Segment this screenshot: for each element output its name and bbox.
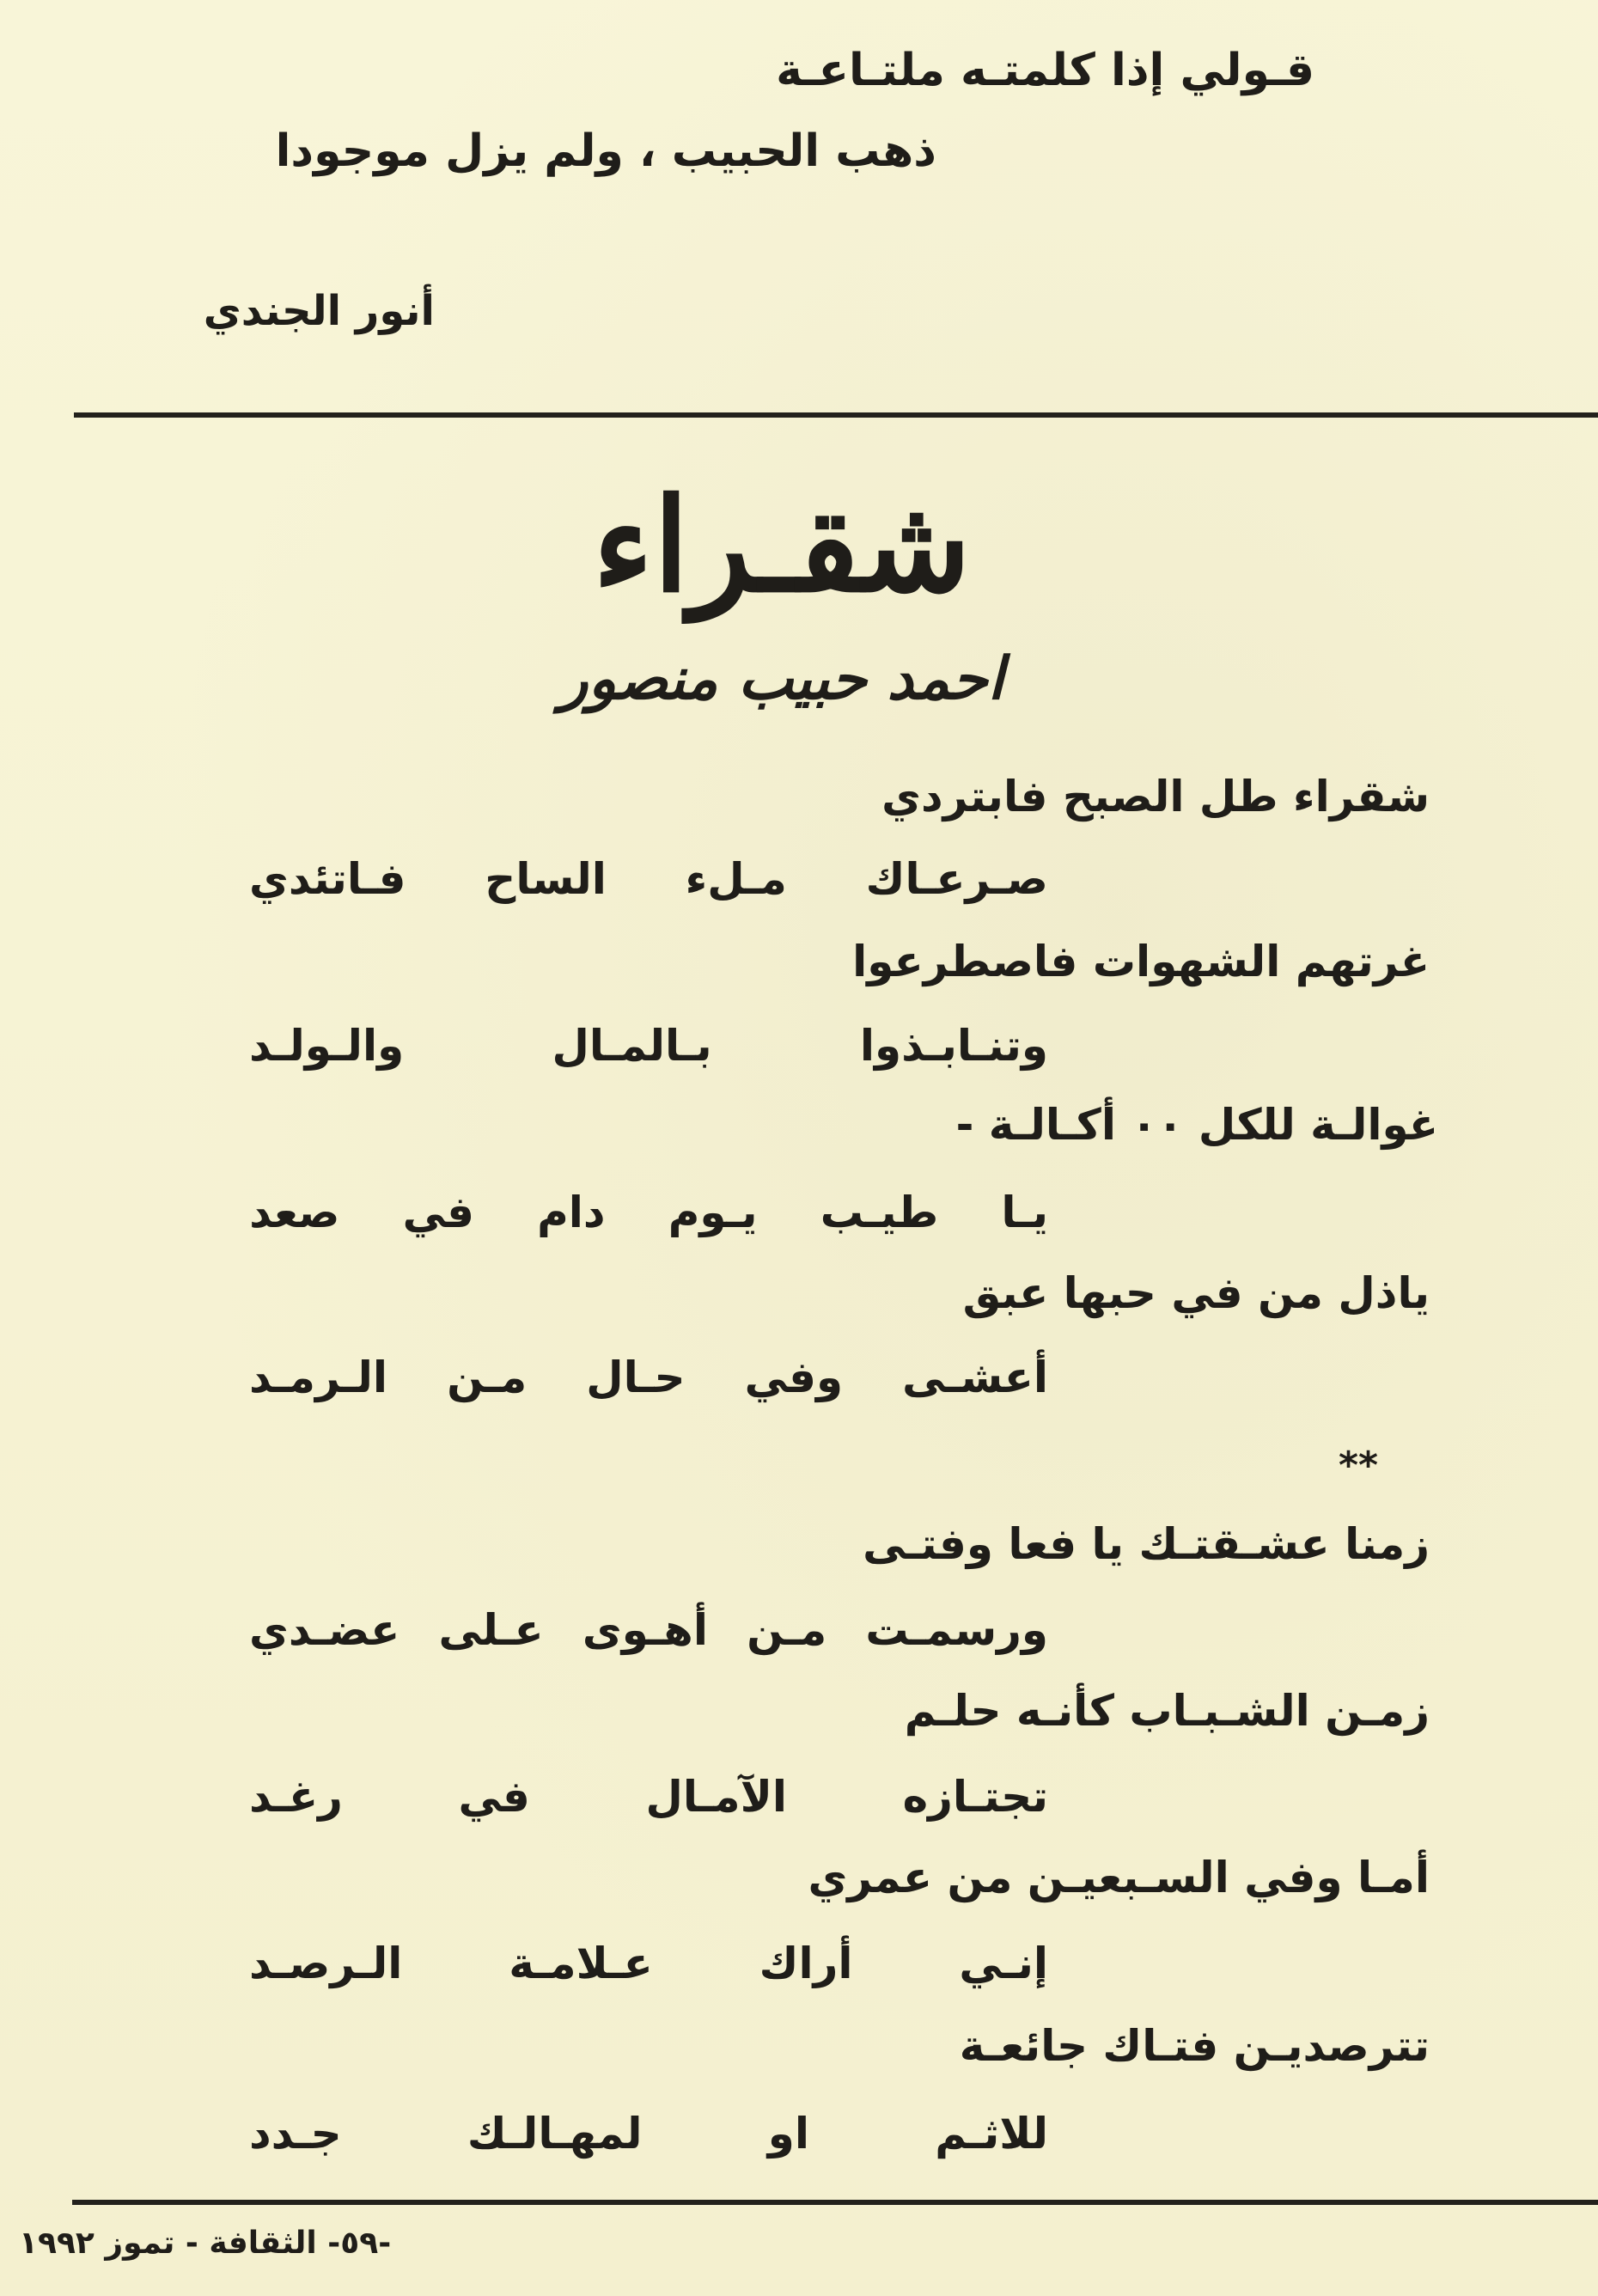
verse-line [249, 1353, 1048, 1402]
verse-word: للاثـم [935, 2109, 1048, 2159]
verse-word: ورسمـت [865, 1605, 1048, 1655]
verse-word: أعشـى [902, 1353, 1048, 1402]
verse-word: دام [537, 1188, 606, 1237]
verse-line: زمـن الشـبـاب كأنـه حلـم [904, 1686, 1430, 1736]
verse-word: أهـوى [582, 1605, 708, 1655]
stanza-separator: ** [1338, 1444, 1378, 1487]
verse-word: عضـدي [249, 1605, 400, 1655]
verse-line [249, 2109, 1048, 2159]
verse-word: أراك [759, 1939, 853, 1988]
verse-word: او [767, 2109, 809, 2159]
page-footer: -٥٩- الثقافة - تموز ١٩٩٢ [19, 2226, 392, 2261]
verse-line: زمنا عشـقتـك يا فعا وفتـى [863, 1519, 1430, 1569]
verse-line [249, 1021, 1048, 1071]
poem-author: احمد حبيب منصور [559, 644, 1004, 713]
previous-poem-signature: أنور الجندي [203, 287, 435, 335]
verse-line [249, 1772, 1048, 1822]
verse-line: غرتهم الشهوات فاصطرعوا [852, 937, 1430, 986]
verse-word: عـلى [438, 1605, 544, 1655]
verse-word: مـن [747, 1605, 827, 1655]
verse-word: يـا [1001, 1188, 1048, 1237]
verse-word: صـرعـاك [865, 854, 1048, 904]
verse-word: تجتـازه [902, 1772, 1048, 1822]
verse-line [249, 1605, 1048, 1655]
verse-word: مـلء [685, 854, 787, 904]
verse-word: طيـب [820, 1188, 939, 1237]
verse-word: الساح [485, 854, 607, 904]
verse-line: شقراء طل الصبح فابتردي [881, 772, 1430, 821]
verse-word: إنـي [959, 1939, 1048, 1988]
verse-word: وتنـابـذوا [859, 1021, 1048, 1071]
verse-line: تترصديـن فتـاك جائعـة [959, 2021, 1430, 2071]
section-divider-bottom [72, 2200, 1598, 2205]
verse-word: في [402, 1188, 474, 1237]
previous-poem-line-2: ذهب الحبيب ، ولم يزل موجودا [275, 125, 936, 177]
verse-word: الـرمـد [249, 1353, 388, 1402]
previous-poem-line-1: قـولي إذا كلمتـه ملتـاعـة [776, 45, 1314, 96]
verse-word: رغـد [249, 1772, 343, 1822]
verse-word: عـلامـة [509, 1939, 653, 1988]
verse-word: صعد [249, 1188, 340, 1237]
verse-line: ياذل من في حبها عبق [962, 1268, 1430, 1318]
verse-word: بـالمـال [552, 1021, 712, 1071]
poem-title: شقـراء [592, 470, 972, 621]
verse-line [249, 1939, 1048, 1988]
verse-word: في [458, 1772, 530, 1822]
verse-word: الآمـال [645, 1772, 788, 1822]
verse-word: يـوم [668, 1188, 758, 1237]
verse-word: حـال [586, 1353, 686, 1402]
verse-line: غوالـة للكل ٠٠ أكـالـة - [955, 1100, 1438, 1150]
verse-word: جـدد [249, 2109, 342, 2159]
verse-word: الـرصـد [249, 1939, 403, 1988]
verse-word: فـاتئدي [249, 854, 406, 904]
verse-line [249, 1188, 1048, 1237]
verse-line [249, 854, 1048, 904]
section-divider-top [74, 412, 1598, 418]
verse-word: لمهـالـك [467, 2109, 643, 2159]
verse-line: أمـا وفي السـبعيـن من عمري [808, 1853, 1430, 1902]
verse-word: وفي [744, 1353, 844, 1402]
verse-word: مـن [447, 1353, 528, 1402]
verse-word: والـولـد [249, 1021, 405, 1071]
